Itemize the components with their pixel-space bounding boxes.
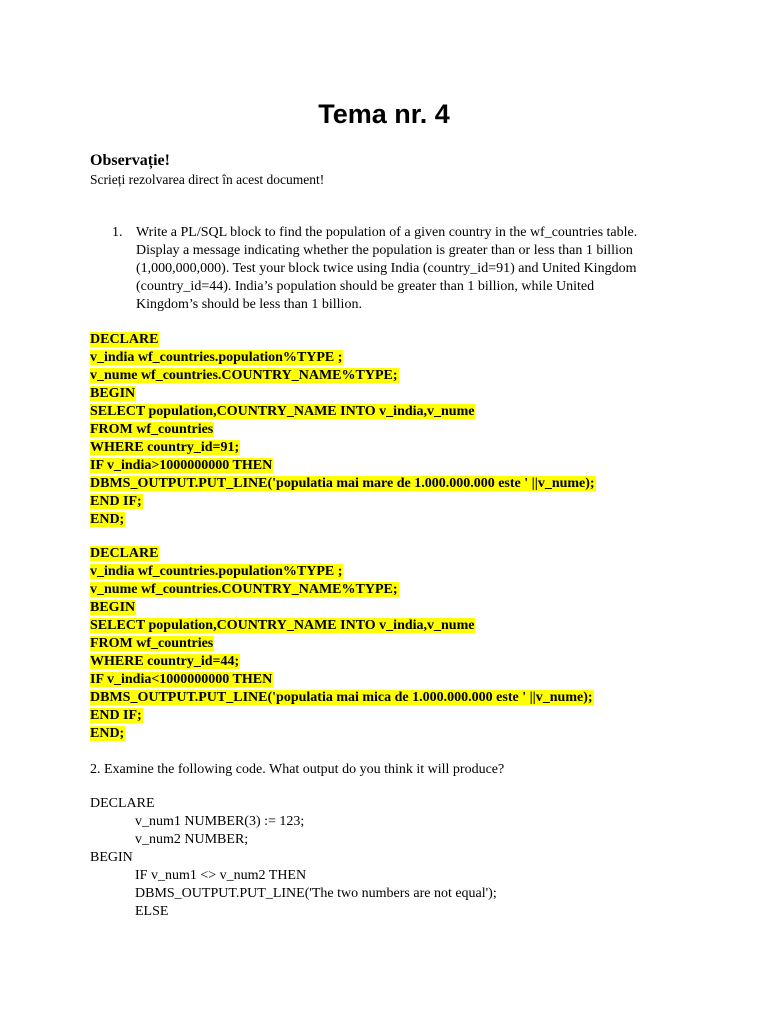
code-line: DECLARE: [90, 546, 159, 561]
code-line: BEGIN: [90, 850, 133, 865]
code-line: SELECT population,COUNTRY_NAME INTO v_india,v_nume: [90, 404, 475, 419]
code-line: DECLARE: [90, 796, 155, 811]
code-line: DBMS_OUTPUT.PUT_LINE('The two numbers are not equal');: [135, 886, 497, 901]
highlighted-code-block-1: [90, 331, 596, 529]
question-1: [90, 224, 690, 314]
highlighted-code-block-2: [90, 545, 594, 743]
code-line: DECLARE: [90, 332, 159, 347]
code-line: DBMS_OUTPUT.PUT_LINE('populatia mai mica de 1.000.000.000 este ' ||v_nume);: [90, 690, 593, 705]
question-2: 2. Examine the following code. What output do you think it will produce?: [90, 762, 505, 777]
code-line: WHERE country_id=91;: [90, 440, 240, 455]
code-block-3: [90, 795, 497, 921]
code-line: FROM wf_countries: [90, 422, 214, 437]
code-line: END;: [90, 512, 125, 527]
code-line: BEGIN: [90, 600, 136, 615]
question-1-line: (1,000,000,000). Test your block twice using India (country_id=91) and United Kingdom: [136, 261, 637, 276]
code-line: v_num1 NUMBER(3) := 123;: [135, 814, 305, 829]
code-line: IF v_india>1000000000 THEN: [90, 458, 273, 473]
code-line: IF v_num1 <> v_num2 THEN: [135, 868, 307, 883]
code-line: IF v_india<1000000000 THEN: [90, 672, 273, 687]
page-title: Tema nr. 4: [318, 99, 450, 129]
question-1-number: 1.: [112, 225, 123, 240]
code-line: v_nume wf_countries.COUNTRY_NAME%TYPE;: [90, 368, 398, 383]
code-line: v_india wf_countries.population%TYPE ;: [90, 564, 343, 579]
code-line: END IF;: [90, 708, 142, 723]
code-line: v_nume wf_countries.COUNTRY_NAME%TYPE;: [90, 582, 398, 597]
question-1-body: [136, 224, 690, 314]
question-1-line: Write a PL/SQL block to find the population of a given country in the wf_countries table.: [136, 225, 638, 240]
observation-heading: Observație!: [90, 152, 170, 169]
observation-text: Scrieți rezolvarea direct în acest document!: [90, 172, 325, 187]
code-line: v_india wf_countries.population%TYPE ;: [90, 350, 343, 365]
code-line: v_num2 NUMBER;: [135, 832, 249, 847]
code-line: ELSE: [135, 904, 169, 919]
code-line: SELECT population,COUNTRY_NAME INTO v_india,v_nume: [90, 618, 475, 633]
code-line: WHERE country_id=44;: [90, 654, 240, 669]
code-line: BEGIN: [90, 386, 136, 401]
question-1-line: Kingdom’s should be less than 1 billion.: [136, 297, 362, 312]
question-1-line: (country_id=44). India’s population should be greater than 1 billion, while United: [136, 279, 595, 294]
code-line: END;: [90, 726, 125, 741]
question-1-line: Display a message indicating whether the population is greater than or less than 1 billion: [136, 243, 633, 258]
code-line: DBMS_OUTPUT.PUT_LINE('populatia mai mare de 1.000.000.000 este ' ||v_nume);: [90, 476, 595, 491]
code-line: END IF;: [90, 494, 142, 509]
code-line: FROM wf_countries: [90, 636, 214, 651]
